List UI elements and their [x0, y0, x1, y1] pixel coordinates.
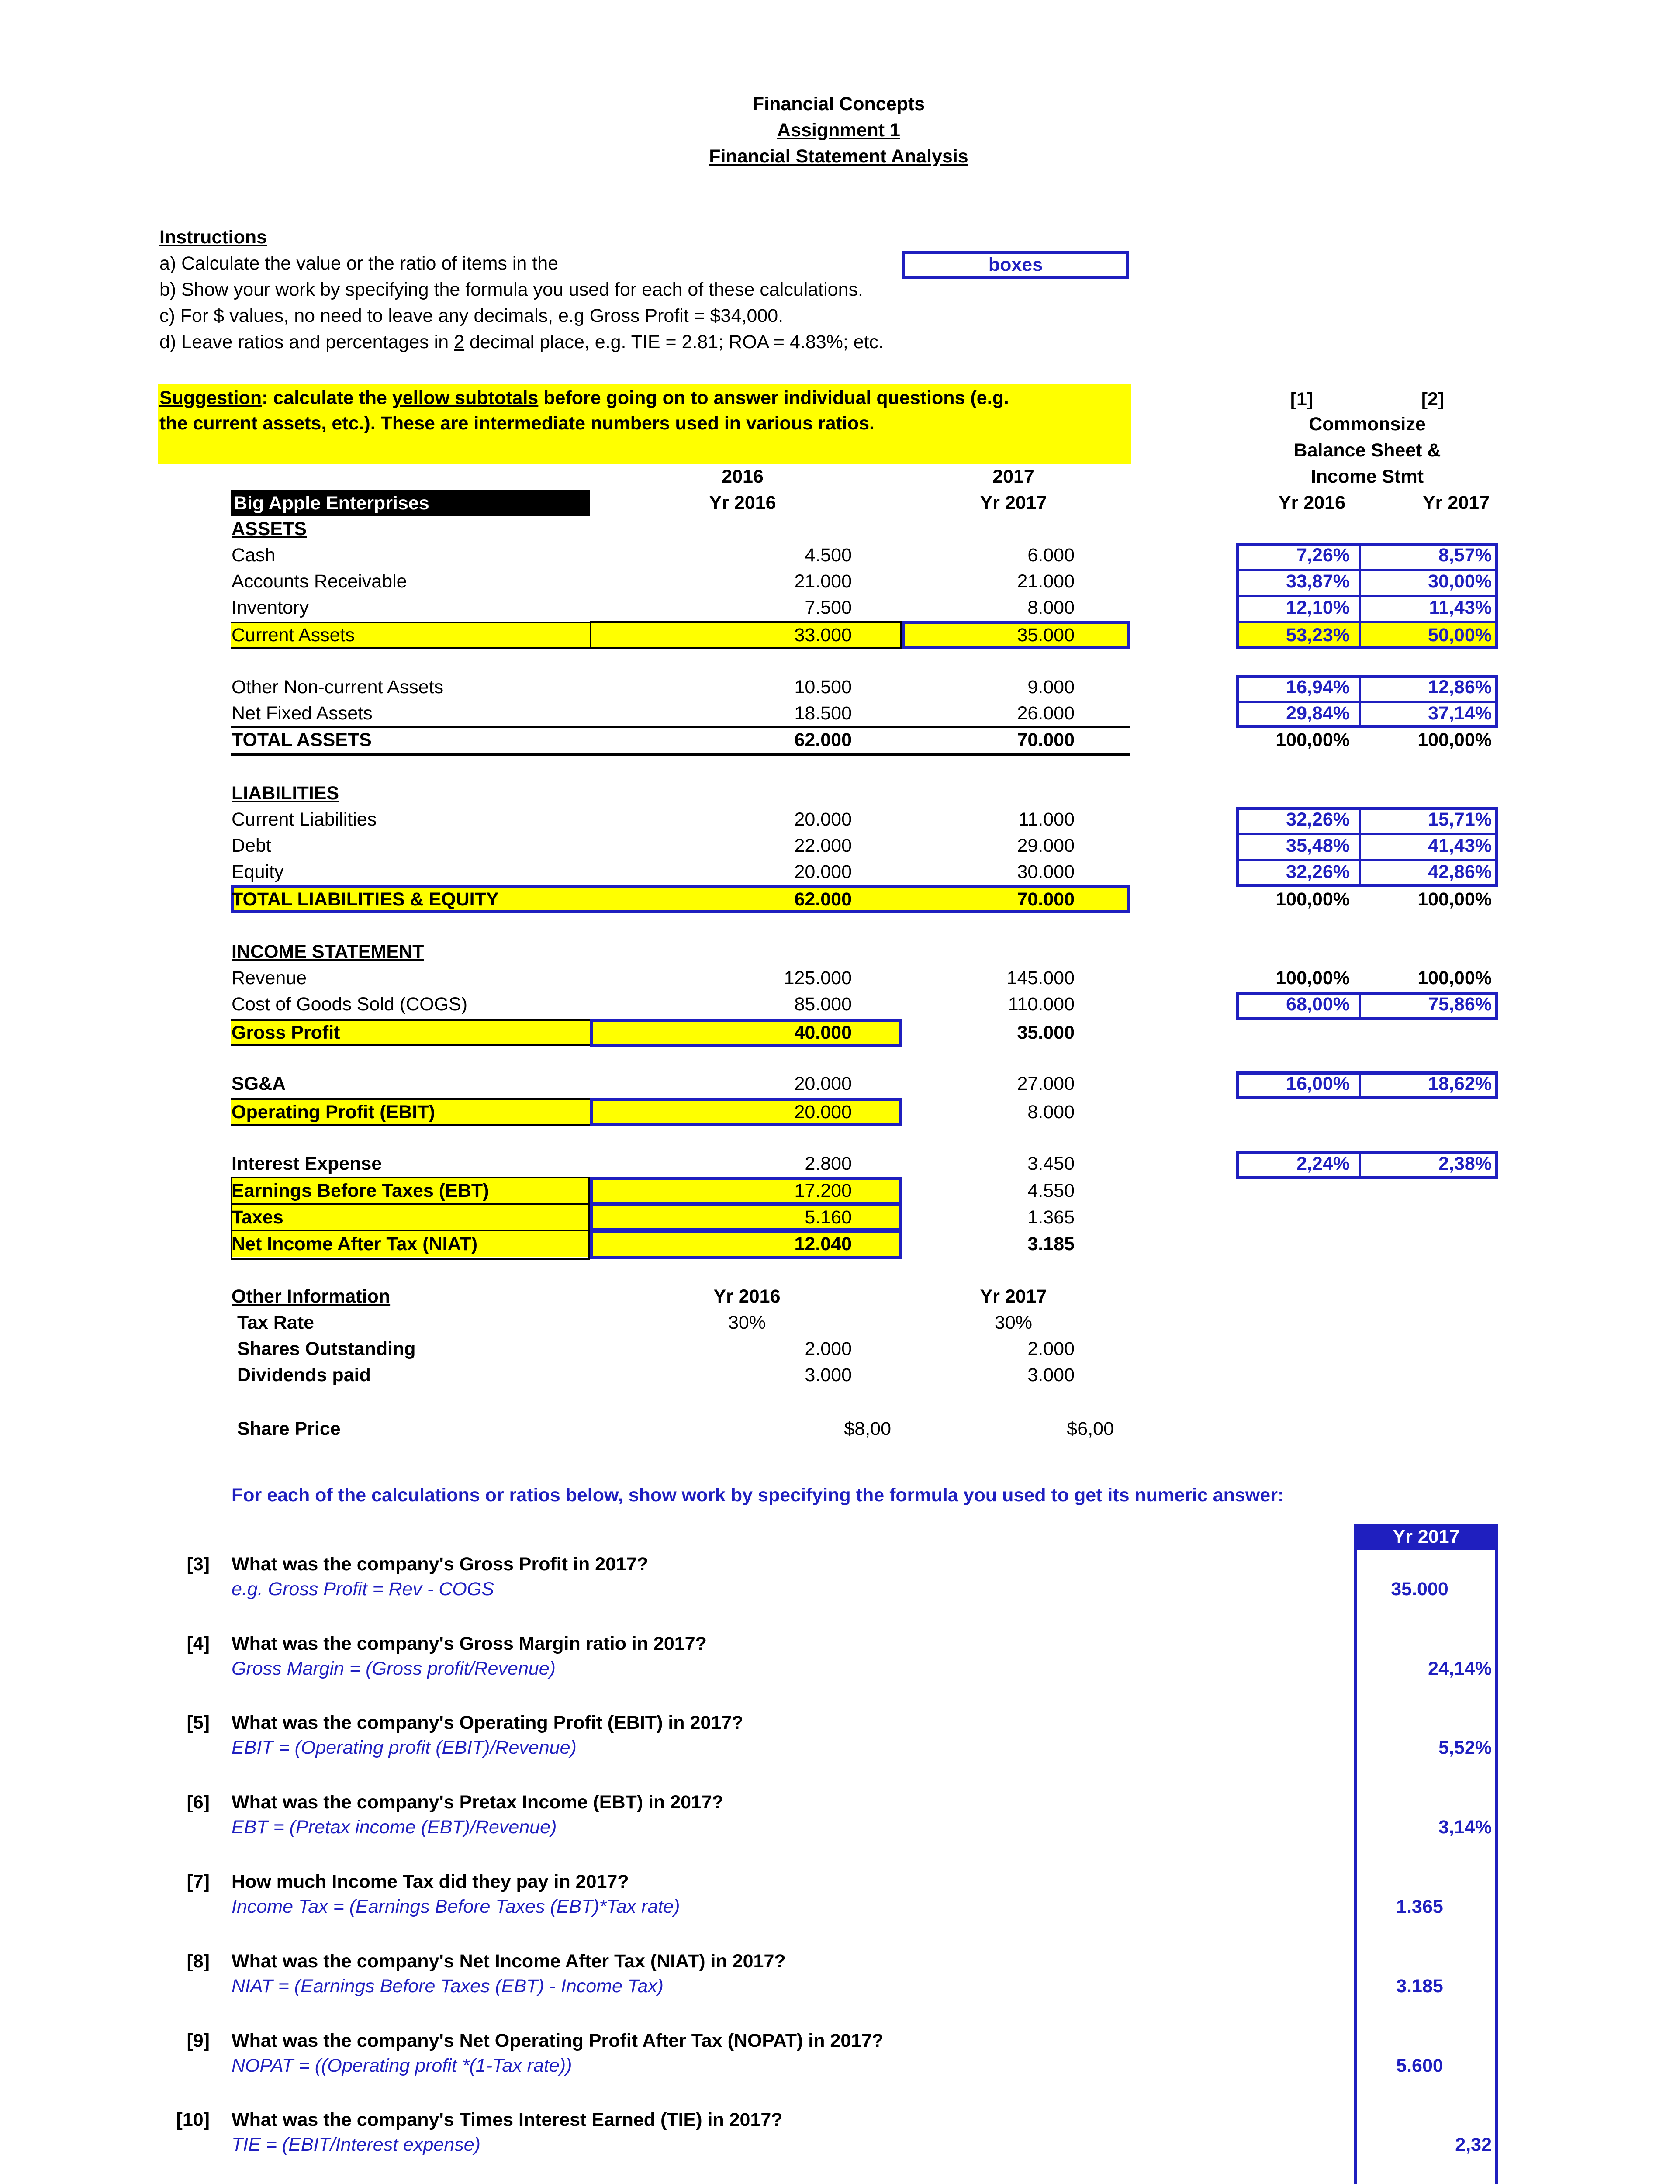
cs-value: 12,86% — [1428, 677, 1492, 698]
question-text: What was the company's Gross Profit in 2017? — [232, 1554, 649, 1575]
row-value-2016: 4.500 — [805, 545, 852, 566]
row-value-2017: 4.550 — [1027, 1180, 1075, 1201]
cs-col1-label: [1] — [1290, 389, 1314, 410]
row-value-2017: 3.450 — [1027, 1153, 1075, 1174]
assignment-label: Assignment 1 — [777, 120, 900, 141]
cs-value: 53,23% — [1286, 625, 1350, 646]
instruction-b: b) Show your work by specifying the formula you used for each of these calculations. — [159, 279, 863, 300]
income-heading: INCOME STATEMENT — [232, 941, 424, 962]
cs-yr2017: Yr 2017 — [1422, 492, 1490, 513]
company-name: Big Apple Enterprises — [234, 493, 429, 514]
cs-value: 16,94% — [1286, 677, 1350, 698]
cs-value: 18,62% — [1428, 1073, 1492, 1094]
row-value-2017: 30% — [994, 1312, 1033, 1333]
boxes-sample: boxes — [988, 254, 1043, 275]
question-text: What was the company's Net Income After Tax (NIAT) in 2017? — [232, 1951, 786, 1972]
cs-value: 42,86% — [1428, 861, 1492, 882]
row-value-2017: 70.000 — [1017, 729, 1075, 750]
row-label: Interest Expense — [232, 1153, 382, 1174]
answer-value: 2,32 — [1455, 2134, 1492, 2155]
row-label: Other Non-current Assets — [232, 677, 444, 698]
row-value-2016: 33.000 — [794, 625, 852, 646]
question-number: [4] — [187, 1633, 210, 1654]
row-value-2017: 70.000 — [1017, 889, 1075, 910]
answer-value: 3.185 — [1396, 1976, 1443, 1997]
cs-value: 16,00% — [1286, 1073, 1350, 1094]
cs-value: 50,00% — [1428, 625, 1492, 646]
year-2017-top: 2017 — [992, 466, 1034, 487]
cs-value: 2,24% — [1296, 1153, 1350, 1174]
answers-header: Yr 2017 — [1354, 1524, 1498, 1550]
row-value-2016: 2.000 — [805, 1338, 852, 1359]
cs-value: 33,87% — [1286, 571, 1350, 592]
question-text: What was the company's Pretax Income (EBT) in 2017? — [232, 1792, 724, 1813]
questions-intro: For each of the calculations or ratios below, show work by specifying the formula you used to get its numeric answer: — [232, 1485, 1284, 1506]
row-value-2017: 35.000 — [1017, 1022, 1075, 1043]
other-yr2016: Yr 2016 — [713, 1286, 781, 1307]
row-value-2017: 145.000 — [1006, 968, 1075, 988]
cs-value: 2,38% — [1438, 1153, 1492, 1174]
row-value-2017: 3.000 — [1027, 1365, 1075, 1386]
question-formula: EBIT = (Operating profit (EBIT)/Revenue) — [232, 1737, 577, 1758]
cs-yr2016: Yr 2016 — [1278, 492, 1345, 513]
row-label: Net Income After Tax (NIAT) — [232, 1234, 478, 1254]
year-2016-top: 2016 — [722, 466, 764, 487]
row-label: Inventory — [232, 597, 309, 618]
row-value-2016: 85.000 — [794, 994, 852, 1015]
row-value-2017: 3.185 — [1027, 1234, 1075, 1254]
row-value-2017: 30.000 — [1017, 861, 1075, 882]
cs-value: 29,84% — [1286, 703, 1350, 724]
cs-value: 32,26% — [1286, 809, 1350, 830]
row-value-2017: 2.000 — [1027, 1338, 1075, 1359]
row-label: Current Liabilities — [232, 809, 377, 830]
cs-value: 32,26% — [1286, 861, 1350, 882]
row-value-2016: 2.800 — [805, 1153, 852, 1174]
cs-col2-label: [2] — [1421, 389, 1445, 410]
row-label: Share Price — [237, 1418, 341, 1439]
row-value-2016: 125.000 — [784, 968, 852, 988]
row-value-2016: 3.000 — [805, 1365, 852, 1386]
row-value-2017: 110.000 — [1008, 994, 1075, 1015]
suggestion-line1: Suggestion: calculate the yellow subtotals before going on to answer individual questions (e.g. — [159, 387, 1009, 408]
cs-value: 68,00% — [1286, 994, 1350, 1015]
cs-value: 30,00% — [1428, 571, 1492, 592]
question-formula: EBT = (Pretax income (EBT)/Revenue) — [232, 1817, 557, 1838]
instruction-d: d) Leave ratios and percentages in 2 decimal place, e.g. TIE = 2.81; ROA = 4.83%; etc. — [159, 332, 884, 352]
row-label: Cost of Goods Sold (COGS) — [232, 994, 468, 1015]
cs-value: 100,00% — [1417, 889, 1492, 910]
cs-value: 11,43% — [1429, 597, 1492, 618]
row-value-2017: 9.000 — [1027, 677, 1075, 698]
question-number: [7] — [187, 1871, 210, 1892]
row-value-2017: 8.000 — [1027, 1102, 1075, 1123]
question-formula: NOPAT = ((Operating profit *(1-Tax rate)) — [232, 2055, 572, 2076]
row-label: Gross Profit — [232, 1022, 340, 1043]
cs-value: 8,57% — [1438, 545, 1492, 566]
cs-value: 37,14% — [1428, 703, 1492, 724]
cs-value: 100,00% — [1417, 968, 1492, 988]
cs-value: 100,00% — [1276, 968, 1350, 988]
question-formula: TIE = (EBIT/Interest expense) — [232, 2134, 480, 2155]
row-value-2016: 22.000 — [794, 835, 852, 856]
question-formula: Gross Margin = (Gross profit/Revenue) — [232, 1658, 556, 1679]
assets-heading: ASSETS — [232, 518, 307, 539]
cs-title2: Balance Sheet & — [1293, 440, 1441, 461]
question-number: [9] — [187, 2030, 210, 2051]
row-label: Earnings Before Taxes (EBT) — [232, 1180, 489, 1201]
row-value-2016: 30% — [728, 1312, 766, 1333]
instructions-heading: Instructions — [159, 227, 267, 248]
question-number: [10] — [176, 2109, 210, 2130]
page-title: Financial Concepts — [752, 93, 925, 114]
row-value-2017: 21.000 — [1017, 571, 1075, 592]
cs-value: 100,00% — [1417, 729, 1492, 750]
row-value-2016: 5.160 — [805, 1207, 852, 1228]
page-subtitle: Financial Statement Analysis — [709, 146, 968, 167]
row-label: Cash — [232, 545, 276, 566]
cs-value: 75,86% — [1428, 994, 1492, 1015]
row-value-2017: 11.000 — [1018, 809, 1075, 830]
col-yr2017: Yr 2017 — [980, 492, 1047, 513]
row-value-2017: 27.000 — [1017, 1073, 1075, 1094]
row-label: Net Fixed Assets — [232, 703, 373, 724]
cs-value: 15,71% — [1428, 809, 1492, 830]
row-label: TOTAL LIABILITIES & EQUITY — [232, 889, 499, 910]
other-yr2017: Yr 2017 — [980, 1286, 1047, 1307]
cs-value: 41,43% — [1428, 835, 1492, 856]
question-number: [5] — [187, 1712, 210, 1733]
row-label: Shares Outstanding — [237, 1338, 416, 1359]
row-label: Operating Profit (EBIT) — [232, 1102, 435, 1123]
col-yr2016: Yr 2016 — [709, 492, 776, 513]
row-value-2017: 35.000 — [1017, 625, 1075, 646]
instruction-a: a) Calculate the value or the ratio of items in the — [159, 253, 559, 274]
row-value-2017: 8.000 — [1027, 597, 1075, 618]
other-heading: Other Information — [232, 1286, 391, 1307]
question-number: [3] — [187, 1554, 210, 1575]
row-value-2016: 62.000 — [794, 889, 852, 910]
question-text: What was the company's Net Operating Profit After Tax (NOPAT) in 2017? — [232, 2030, 884, 2051]
row-value-2016: 17.200 — [794, 1180, 852, 1201]
row-value-2016: 7.500 — [805, 597, 852, 618]
row-value-2016: 20.000 — [794, 861, 852, 882]
question-text: How much Income Tax did they pay in 2017? — [232, 1871, 629, 1892]
row-label: Debt — [232, 835, 271, 856]
row-value-2016: 21.000 — [794, 571, 852, 592]
row-label: SG&A — [232, 1073, 286, 1094]
answer-value: 5,52% — [1438, 1737, 1492, 1758]
question-formula: NIAT = (Earnings Before Taxes (EBT) - Income Tax) — [232, 1976, 664, 1997]
answer-value: 3,14% — [1438, 1817, 1492, 1838]
cs-value: 12,10% — [1286, 597, 1350, 618]
row-value-2016: 20.000 — [794, 1073, 852, 1094]
row-value-2017: 1.365 — [1027, 1207, 1075, 1228]
cs-value: 100,00% — [1276, 729, 1350, 750]
question-text: What was the company's Operating Profit (EBIT) in 2017? — [232, 1712, 743, 1733]
question-formula: e.g. Gross Profit = Rev - COGS — [232, 1579, 494, 1600]
row-value-2016: 12.040 — [794, 1234, 852, 1254]
row-value-2016: 10.500 — [794, 677, 852, 698]
cs-value: 100,00% — [1276, 889, 1350, 910]
question-text: What was the company's Times Interest Earned (TIE) in 2017? — [232, 2109, 783, 2130]
row-value-2016: 20.000 — [794, 809, 852, 830]
cs-value: 7,26% — [1296, 545, 1350, 566]
answer-value: 24,14% — [1428, 1658, 1492, 1679]
question-number: [6] — [187, 1792, 210, 1813]
row-value-2017: $6,00 — [1067, 1418, 1114, 1439]
row-value-2016: 40.000 — [794, 1022, 852, 1043]
row-value-2016: 18.500 — [794, 703, 852, 724]
cs-value: 35,48% — [1286, 835, 1350, 856]
suggestion-line2: the current assets, etc.). These are intermediate numbers used in various ratios. — [159, 413, 875, 434]
answer-value: 5.600 — [1396, 2055, 1443, 2076]
row-value-2016: 20.000 — [794, 1102, 852, 1123]
row-label: Current Assets — [232, 625, 355, 646]
row-value-2017: 6.000 — [1027, 545, 1075, 566]
cs-title3: Income Stmt — [1310, 466, 1424, 487]
answer-value: 1.365 — [1396, 1896, 1443, 1917]
row-value-2017: 29.000 — [1017, 835, 1075, 856]
row-value-2016: 62.000 — [794, 729, 852, 750]
row-label: Dividends paid — [237, 1365, 371, 1386]
question-text: What was the company's Gross Margin ratio in 2017? — [232, 1633, 707, 1654]
row-label: Equity — [232, 861, 284, 882]
liabilities-heading: LIABILITIES — [232, 783, 339, 804]
instruction-c: c) For $ values, no need to leave any decimals, e.g Gross Profit = $34,000. — [159, 305, 784, 326]
row-value-2017: 26.000 — [1017, 703, 1075, 724]
cs-title1: Commonsize — [1309, 414, 1426, 435]
row-label: Taxes — [232, 1207, 283, 1228]
answer-value: 35.000 — [1391, 1579, 1448, 1600]
question-number: [8] — [187, 1951, 210, 1972]
row-label: Accounts Receivable — [232, 571, 407, 592]
row-label: TOTAL ASSETS — [232, 729, 372, 750]
row-label: Revenue — [232, 968, 307, 988]
row-label: Tax Rate — [237, 1312, 315, 1333]
question-formula: Income Tax = (Earnings Before Taxes (EBT)*Tax rate) — [232, 1896, 680, 1917]
row-value-2016: $8,00 — [844, 1418, 891, 1439]
